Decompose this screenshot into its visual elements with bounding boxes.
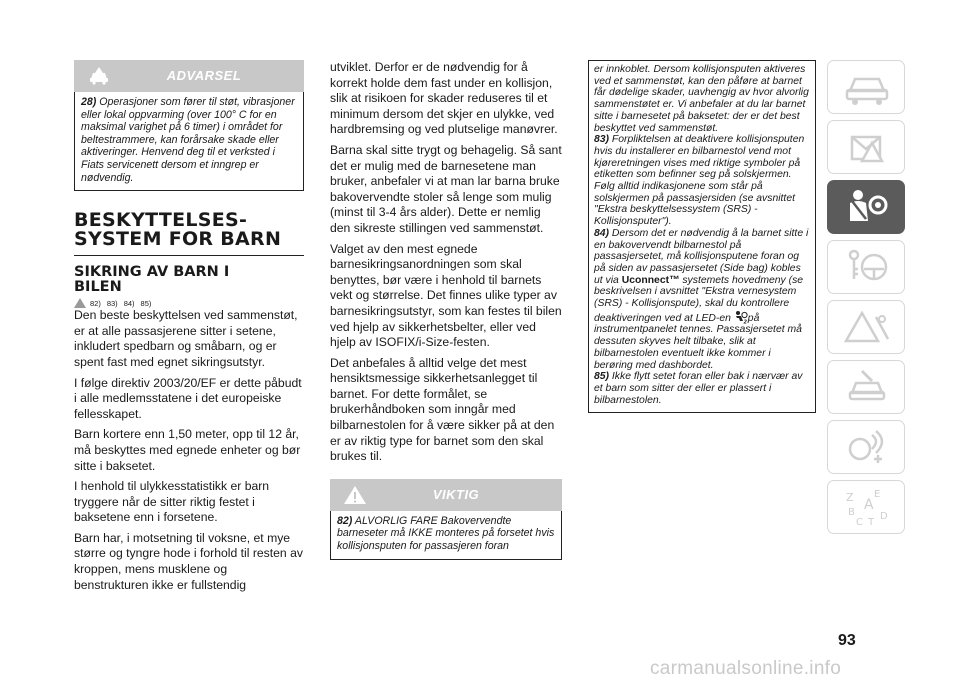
warning-triangle-icon: [842, 307, 892, 347]
index-letter: Z: [846, 491, 854, 504]
wrench-car-icon: [842, 367, 892, 407]
chapter-tab-dashboard[interactable]: [827, 60, 905, 114]
ref-85: 85): [140, 298, 152, 308]
important-box-body: [330, 511, 562, 560]
chapter-tab-driving[interactable]: [827, 240, 905, 294]
paragraph: utviklet. Derfor er de nødvendig for å korrekt holde dem fast under en kollisjon, slik at risikoen for skader reduseres til et minimum dersom det skjer en ulykke, ved hardbremsing og ved plutselige manøvrer.: [330, 60, 558, 137]
paragraph: Det anbefales å alltid velge det mest hensiktsmessige sikkerhetsanlegget til barnet. For dette formålet, se brukerhåndboken som inngår med bilbarnestolen for å være sikker på at den er av riktig type for barnet som den skal brukes til.: [330, 355, 555, 464]
index-letters-icon: [842, 487, 892, 527]
chapter-tab-emergency[interactable]: [827, 300, 905, 354]
index-letter: D: [880, 511, 888, 522]
left-column: [74, 60, 304, 598]
important-box: [330, 479, 562, 560]
note-85-text: Ikke flytt setet foran eller bak i nærvær av et barn som sitter der eller er plassert i bilbarnestolen.: [594, 371, 803, 406]
paragraph: Barn kortere enn 1,50 meter, opp til 12 år, må beskyttes med egnede enheter og bør sitte i baksetet.: [74, 427, 301, 473]
uconnect-brand: Uconnect™: [621, 274, 680, 286]
note-83-extra: Følg alltid indikasjonene som står på solskjermen på passasjersiden (se avsnittet "Ekstra beskyttelsessystem (SRS) - Kollisjonsputer").: [594, 181, 795, 228]
note-number: 28): [81, 96, 97, 108]
note-83: [594, 134, 810, 181]
steering-key-icon: [842, 247, 892, 287]
warning-reference-icon: [74, 298, 86, 308]
warning-box: [74, 60, 304, 191]
section-heading-line1: BESKYTTELSES-: [74, 209, 248, 232]
index-letter: E: [874, 489, 881, 500]
paragraph: Barna skal sitte trygt og behagelig. Så sant det er mulig med de barnesetene man bruker, anbefaler vi at man lar barna bruke bakovervendte stoler så lenge som mulig (minst til 3-4 års alder). Dette er nemlig den sikreste stillingen ved sammenstøt.: [330, 142, 562, 235]
watermark: carmanualsonline.info: [650, 658, 842, 679]
note-83-text: Forpliktelsen at deaktivere kollisjonsputen hvis du installerer en bilbarnestol vend mot kjøreretningen vises med riktige symboler på etiketten som befinner seg på solskjermen.: [594, 134, 805, 181]
section-heading: [74, 211, 304, 256]
page-number: 93: [838, 632, 856, 649]
important-text: ALVORLIG FARE Bakovervendte barneseter må IKKE monteres på forsetet hvis kollisjonsputen for passasjeren foran: [337, 514, 555, 553]
multimedia-icon: [842, 427, 892, 467]
note-number: 82): [337, 514, 353, 527]
continued-text: er innkoblet. Dersom kollisjonsputen aktiveres ved et sammenstøt, kan den påføre at barnet får dødelige skader, uavhengig av hvor alvorlig sammenstøtet er. Vi anbefaler at du lar barnet sitte i barnesetet på baksetet: der er det best beskyttet ved sammenstøt.: [594, 64, 809, 134]
paragraph: Den beste beskyttelsen ved sammenstøt, er at alle passasjerene sitter i setene, inkludert spedbarn og småbarn, og er spent fast med egnet sikringsutstyr.: [74, 308, 298, 369]
index-letter: C: [856, 517, 863, 527]
important-box-title: VIKTIG: [432, 486, 480, 502]
middle-column: [330, 60, 562, 560]
note-84-text-c: på instrumentpanelet tennes. Passasjersetet må dessuten skyves helt tilbake, slik at bilbarnestolen eventuelt ikke kommer i berøring med dashbordet.: [594, 312, 802, 371]
chapter-tab-maintenance[interactable]: [827, 360, 905, 414]
section-heading-line2: SYSTEM FOR BARN: [74, 228, 282, 251]
chapter-tab-safety[interactable]: [827, 180, 905, 234]
index-letter: T: [868, 517, 875, 527]
note-number: 85): [594, 371, 610, 383]
right-column: [588, 60, 816, 413]
chapter-tab-index[interactable]: [827, 480, 905, 534]
index-letter: A: [864, 497, 874, 513]
continued-notes-box: [588, 60, 816, 413]
warning-text: Operasjoner som fører til støt, vibrasjoner eller lokal oppvarming (over 100° C for en maksimal varighet på 6 timer) i området for beltestrammere, kan forårsake skade eller aktiveringer. Henvend deg til et verksted i Fiats servicenett dersom et inngrep er nødvendig.: [81, 96, 295, 184]
paragraph: I følge direktiv 2003/20/EF er dette påbudt i alle medlemsstatene i det europeiske fellesskapet.: [74, 375, 302, 421]
airbag-off-led-icon: [734, 310, 748, 324]
paragraph: Barn har, i motsetning til voksne, et mye større og tyngre hode i forhold til resten av kroppen, mens musklene og benstrukturen ikke er fullstendig: [74, 530, 303, 592]
note-number: 84): [594, 227, 610, 239]
chapter-tab-warning-lights[interactable]: [827, 120, 905, 174]
seat-belt-airbag-icon: [842, 187, 892, 227]
ref-83: 83): [106, 298, 118, 308]
note-85: [594, 371, 810, 406]
warning-box-body: [74, 92, 304, 191]
note-84-text-b: systemets hovedmeny (se beskrivelsen i avsnittet "Ekstra vernesystem (SRS) - Kollisjonsputе), skal du kontrollere deaktiveringen ved at LED-en: [594, 274, 804, 324]
index-letter: B: [848, 507, 855, 518]
note-number: 83): [594, 134, 610, 146]
warning-box-title: ADVARSEL: [166, 68, 242, 83]
chapter-sidebar: [827, 60, 905, 540]
car-dashboard-icon: [842, 67, 892, 107]
subsection-heading-line2: BILEN: [74, 279, 122, 296]
subsection-heading: [74, 265, 304, 295]
note-references: [74, 298, 304, 308]
ref-84: 84): [123, 298, 135, 308]
note-84: [594, 228, 810, 371]
warning-box-header: [74, 60, 304, 92]
subsection-heading-line1: SIKRING AV BARN I: [74, 264, 230, 281]
note-84-text-a: Dersom det er nødvendig å la barnet sitte i en bakovervendt bilbarnestol på passasjersetet, må kollisjonsputene foran og på siden av passasjersetet (Side bag) kobles ut via: [594, 227, 809, 286]
paragraph: Valget av den mest egnede barnesikringsanordningen som skal benyttes, bør være i henhold til barnets vekt og størrelse. Det finnes ulike typer av barnesikringsutstyr, som kan festes til bilen ved hjelp av sikkerhetsbelter, eller ved hjelp av ISOFIX/i-Size-festen.: [330, 241, 562, 350]
svg-text:2: 2: [743, 319, 747, 324]
important-box-header: [330, 479, 562, 511]
paragraph: I henhold til ulykkesstatistikk er barn tryggere når de sitter riktig festet i baksetene enn i forsetene.: [74, 479, 270, 525]
chapter-tab-multimedia[interactable]: [827, 420, 905, 474]
warning-light-envelope-icon: [842, 127, 892, 167]
ref-82: 82): [90, 298, 101, 308]
